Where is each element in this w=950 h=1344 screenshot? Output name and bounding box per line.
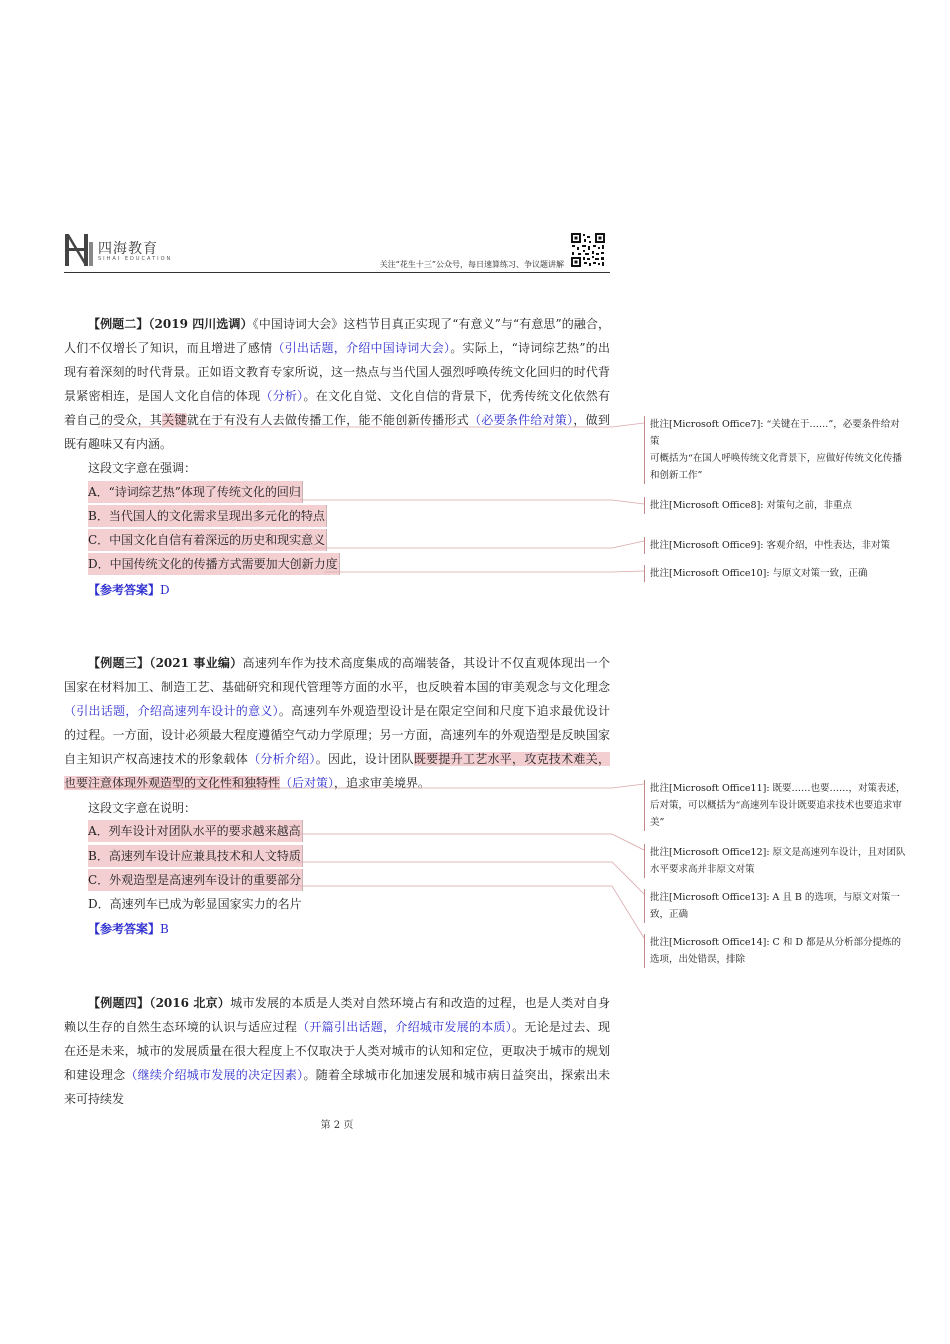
- example-2-option-a: A．“诗词综艺热”体现了传统文化的回归: [88, 481, 303, 503]
- comment-office11[interactable]: [644, 780, 906, 831]
- comment-text: 批注[Microsoft Office8]: 对策句之前，非重点: [650, 500, 852, 511]
- passage-text: 城市发展的本质是人类对自然环境占有和改造的过程，也是人类对自身赖以生存的自然生态环境的认识与适应过程: [64, 996, 610, 1034]
- qr-code-icon: [570, 232, 606, 268]
- example-4-tag: 【例题四】: [88, 996, 150, 1010]
- logo-icon: [64, 232, 94, 268]
- header-rule: [64, 272, 610, 273]
- comment-text: 批注[Microsoft Office9]: 客观介绍，中性表达，非对策: [650, 540, 890, 551]
- example-3-answer: [88, 918, 169, 940]
- example-3-tag: 【例题三】: [88, 656, 150, 670]
- inline-note: （引出话题，介绍中国诗词大会）: [272, 341, 451, 355]
- example-3-option-d: D．高速列车已成为彰显国家实力的名片: [88, 897, 302, 911]
- logo-subtext: SIHAI EDUCATION: [98, 256, 173, 262]
- comment-text: 批注[Microsoft Office11]: 既要……也要……，对策表述，后对策，可以概括为“高速列车设计既要追求技术也要追求审美”: [650, 783, 906, 828]
- highlighted-text: 既要提升工艺水平，攻克技术难关，也要注意体现外观造型的文化性和独特性: [64, 752, 610, 790]
- passage-text: 高速列车作为技术高度集成的高端装备，其设计不仅直观体现出一个国家在材料加工、制造工艺、基础研究和现代管理等方面的水平，也反映着本国的审美观念与文化理念: [64, 656, 610, 694]
- comment-office10[interactable]: [644, 565, 906, 582]
- answer-value: D: [160, 583, 170, 597]
- inline-note: （分析介绍）: [248, 752, 316, 766]
- passage-text: 。无论是过去、现在还是未来，城市的发展质量在很大程度上不仅取决于人类对城市的认知和定位，更取决于城市的规划和建设理念: [64, 1020, 610, 1082]
- inline-note: （必要条件给对策）: [468, 413, 574, 427]
- passage-text: 就在于有没有人去做传播工作，能不能创新传播形式: [186, 413, 469, 427]
- example-3-option-a: A．列车设计对团队水平的要求越来越高: [88, 820, 303, 842]
- passage-text: ，追求审美境界。: [334, 776, 431, 790]
- example-3-option-c: C．外观造型是高速列车设计的重要部分: [88, 869, 303, 891]
- answer-value: B: [160, 922, 169, 936]
- page-number: 第 2 页: [320, 1120, 354, 1131]
- example-3-passage: [64, 651, 610, 795]
- example-2-passage: [64, 312, 610, 456]
- comment-text: 批注[Microsoft Office10]: 与原文对策一致，正确: [650, 568, 868, 579]
- comment-office8[interactable]: [644, 497, 906, 514]
- comment-office9[interactable]: [644, 537, 906, 554]
- comment-office13[interactable]: [644, 889, 906, 923]
- passage-text: 《中国诗词大会》这档节目真正实现了“有意义”与“有意思”的融合，人们不仅增长了知识，而且增进了感情: [64, 317, 610, 355]
- example-2-source: （2019 四川选调）: [148, 317, 253, 331]
- inline-note: （分析）: [260, 389, 304, 403]
- comment-text: 批注[Microsoft Office12]: 原文是高速列车设计，且对团队水平要求高并非原文对策: [650, 847, 906, 875]
- header-note: 关注“花生十三”公众号，每日速算练习、争议题讲解: [379, 260, 564, 269]
- passage-text: 。高速列车外观造型设计是在限定空间和尺度下追求最优设计的过程。一方面，设计必须最大程度遵循空气动力学原理；另一方面，高速列车的外观造型是反映国家自主知识产权高速技术的形象载体: [64, 704, 610, 766]
- comment-office14[interactable]: [644, 934, 906, 968]
- passage-text: 。在文化自觉、文化自信的背景下，优秀传统文化依然有着自己的受众，其: [64, 389, 610, 427]
- example-2-option-d: D．中国传统文化的传播方式需要加大创新力度: [88, 553, 340, 575]
- comment-text: 批注[Microsoft Office13]: A 且 B 的选项，与原文对策一致，正确: [650, 892, 900, 920]
- passage-text: 。随着全球城市化加速发展和城市病日益突出，探索出未来可持续发: [64, 1068, 610, 1106]
- example-4-passage: [64, 991, 610, 1111]
- inline-note: （引出话题，介绍高速列车设计的意义）: [64, 704, 279, 718]
- example-2-option-c: C．中国文化自信有着深远的历史和现实意义: [88, 529, 327, 551]
- comment-text: 批注[Microsoft Office7]: “关键在于……”，必要条件给对策: [650, 419, 900, 447]
- page-header: [64, 232, 610, 274]
- example-3-source: （2021 事业编）: [149, 656, 243, 670]
- example-3-option-b: B．高速列车设计应兼具技术和人文特质: [88, 845, 303, 867]
- inline-note: （开篇引出话题，介绍城市发展的本质）: [297, 1020, 513, 1034]
- example-2-answer: [88, 579, 170, 601]
- comment-text: 批注[Microsoft Office14]: C 和 D 都是从分析部分提炼的选项，出处错误，排除: [650, 937, 901, 965]
- example-2-prompt: 这段文字意在强调：: [88, 461, 197, 475]
- passage-text: 。因此，设计团队: [315, 752, 414, 766]
- example-4-source: （2016 北京）: [149, 996, 231, 1010]
- highlighted-text: 关键: [162, 413, 187, 427]
- answer-label: 【参考答案】: [88, 583, 161, 597]
- passage-text: ，做到既有趣味又有内涵。: [64, 413, 610, 451]
- inline-note: （继续介绍城市发展的决定因素）: [125, 1068, 304, 1082]
- inline-note: （后对策）: [280, 776, 335, 790]
- comment-text: 可概括为“在国人呼唤传统文化背景下，应做好传统文化传播和创新工作”: [650, 453, 902, 481]
- logo-text: 四海教育: [98, 241, 158, 257]
- passage-text: 。实际上，“诗词综艺热”的出现有着深刻的时代背景。正如语文教育专家所说，这一热点与当代国人强烈呼唤传统文化回归的时代背景紧密相连，是国人文化自信的体现: [64, 341, 610, 403]
- example-2-option-b: B．当代国人的文化需求呈现出多元化的特点: [88, 505, 327, 527]
- answer-label: 【参考答案】: [88, 922, 161, 936]
- example-3-prompt: 这段文字意在说明：: [88, 801, 197, 815]
- comment-office12[interactable]: [644, 844, 906, 878]
- comment-office7[interactable]: [644, 416, 906, 484]
- example-2-tag: 【例题二】: [88, 317, 149, 331]
